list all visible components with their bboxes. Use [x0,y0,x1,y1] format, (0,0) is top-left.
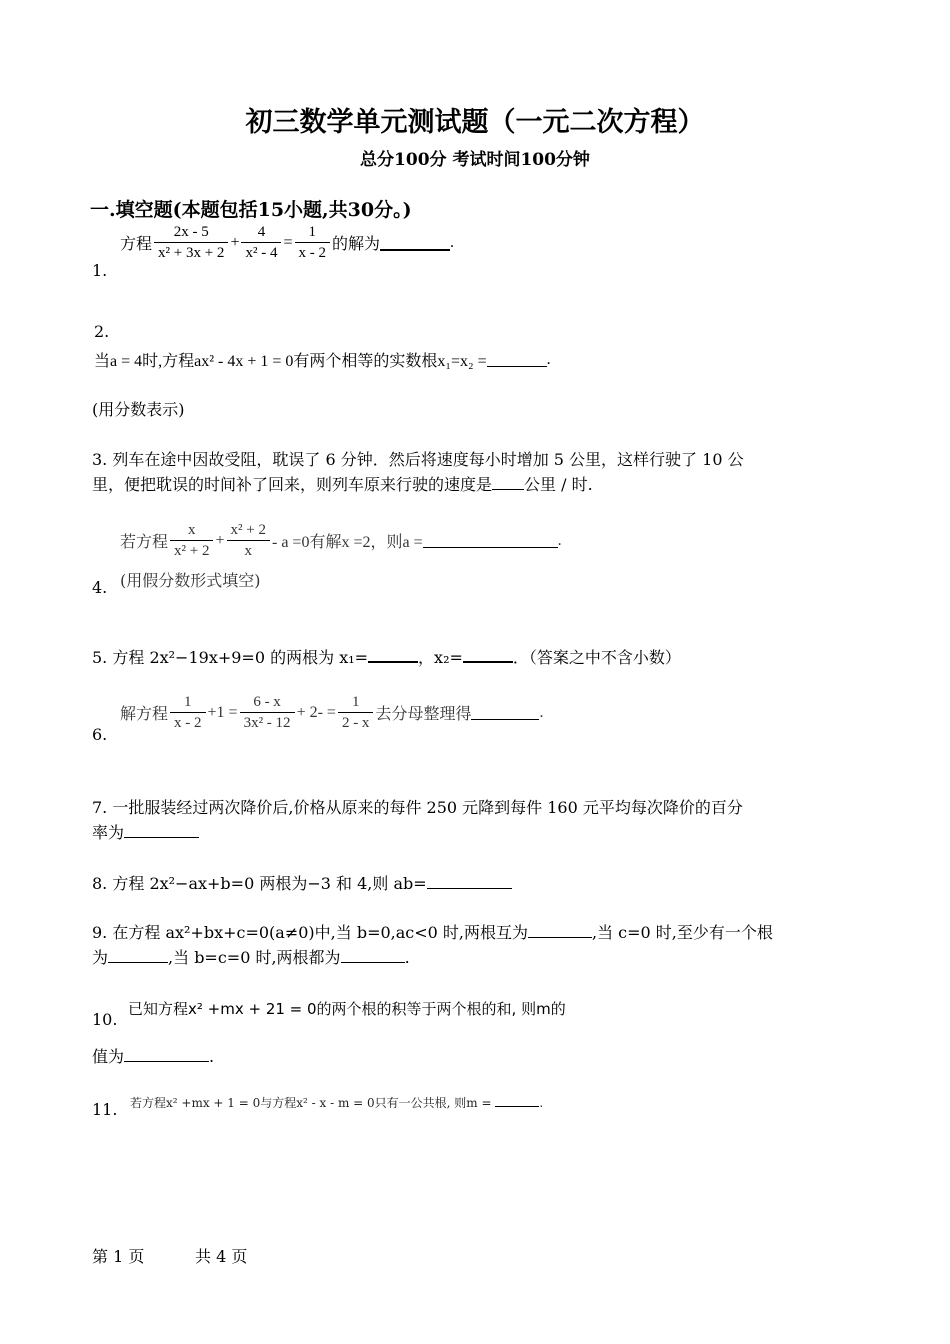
q9-line2-text-b: ,当 b=c=0 时,两根都为 [168,948,341,967]
q11-number: 11. [92,1100,118,1119]
q2-text: 当a = 4时,方程ax² - 4x + 1 = 0有两个相等的实数根x₁=x₂ = [94,353,487,370]
q4-prefix: 若方程 [120,532,169,551]
q11-text: 若方程x² +mx + 1 = 0与方程x² - x - m = 0只有一公共根, 则m = [130,1096,496,1110]
q1-f3-num: 1 [308,224,316,240]
q4-fraction-2 [227,520,270,561]
q6-f1-den: x - 2 [170,712,206,733]
q9-line2-text-a: 为 [92,948,109,967]
q5-blank-x2[interactable] [463,647,513,663]
q9-blank-3[interactable] [341,948,405,963]
q1-fraction-1 [154,222,228,263]
q5-blank-x1[interactable] [368,647,418,663]
q7-line2 [92,820,199,843]
q9-line2 [92,945,410,968]
q6-fraction-2 [240,692,295,733]
q6-answer-blank[interactable] [471,705,539,720]
q4-f1-den: x² + 2 [170,540,213,561]
q11-line: 若方程x² +mx + 1 = 0与方程x² - x - m = 0只有一公共根, 则m = . [130,1096,544,1110]
q9-blank-2[interactable] [108,948,168,963]
q9-line1-text-b: ,当 c=0 时,至少有一个根 [592,923,773,942]
q4-f1-num: x [188,522,196,538]
q4-answer-blank[interactable] [423,533,558,548]
q4-equation: 若方程 $\frac{x}{\text{x² + 2}}$ + $\frac{\text{x² + 2}}{x}$ - a =0有解x =2，则a = . [120,522,562,559]
q1-f1-num: 2x - 5 [173,224,209,240]
q5-mid: ，x₂= [418,648,463,667]
q10-line2: 值为 . [92,1047,215,1066]
q6-f3-den: 2 - x [338,712,374,733]
q6-prefix: 解方程 [120,704,169,723]
q1-number: 1. [92,261,108,280]
q1-answer-blank[interactable] [380,235,450,251]
q5-line [92,645,681,668]
q3-line2-text: 里，便把耽误的时间补了回来，则列车原来行驶的速度是 [92,475,493,494]
q2-answer-blank[interactable] [487,352,547,367]
q1-fraction-3 [295,222,331,263]
q8-text: 8. 方程 2x²−ax+b=0 两根为−3 和 4,则 ab= [92,874,427,893]
q6-suffix: 去分母整理得 [375,704,472,723]
q6-fraction-3 [338,692,374,733]
q6-f3-num: 1 [351,694,360,710]
q4-note: (用假分数形式填空) [120,571,261,590]
q8-answer-blank[interactable] [427,874,512,889]
q9-blank-1[interactable] [528,923,592,938]
q6-f1-num: 1 [184,694,192,710]
q2-note: (用分数表示) [92,400,185,419]
q9-line1 [92,920,773,943]
q4-fraction-1 [170,520,213,561]
q6-plus2: + 2- = [296,703,336,721]
q1-f2-den: x² - 4 [241,242,281,263]
q7-line2-text: 率为 [92,823,125,842]
page-title: 初三数学单元测试题（一元二次方程） [245,107,705,138]
q4-f2-num: x² + 2 [230,522,266,538]
footer-total-pages: 共 4 页 [195,1247,248,1266]
q1-f3-den: x - 2 [295,242,331,263]
q3-unit: 公里 / 时. [524,475,593,494]
q2-number: 2. [94,322,110,341]
q1-f1-den: x² + 3x + 2 [154,242,228,263]
q7-answer-blank[interactable] [124,823,199,838]
q1-fraction-2 [241,222,281,263]
q8-line [92,871,512,894]
q9-line2-text-c: . [404,948,410,967]
q6-plus1: +1 = [207,703,238,721]
q9-line1-text-a: 9. 在方程 ax²+bx+c=0(a≠0)中,当 b=0,ac<0 时,两根互为 [92,923,528,942]
page-subtitle: 总分100分 考试时间100分钟 [360,150,590,170]
q6-equation: 解方程 $\frac{1}{x - 2}$ +1 = $\frac{6 - x}{\text{3x² - 12}}$ + 2- = $\frac{1}{2 - x}$ 去分母整理得 . [120,694,544,731]
q6-fraction-1 [170,692,206,733]
q4-number: 4. [92,578,108,597]
q10-line2-text: 值为 [92,1047,125,1066]
q6-f2-den: 3x² - 12 [240,712,295,733]
q1-f2-num: 4 [257,224,266,240]
q1-suffix: 的解为 [332,234,381,253]
q7-line1: 7. 一批服装经过两次降价后,价格从原来的每件 250 元降到每件 160 元平均每次降价的百分 [92,798,743,817]
q4-f2-den: x [227,540,270,561]
q10-number: 10. [92,1010,118,1029]
q11-answer-blank[interactable] [495,1096,539,1107]
section-heading: 一.填空题(本题包括15小题,共30分。) [90,199,412,221]
q4-mid: - a =0有解x =2，则a = [271,534,423,551]
q6-f2-num: 6 - x [253,694,281,710]
q6-number: 6. [92,725,108,744]
footer-page-number: 第 1 页 [92,1247,145,1266]
q5-end: ．（答案之中不含小数） [512,648,681,667]
q1-prefix: 方程 [120,234,153,253]
q3-line2 [92,472,593,495]
q1-equation: 方程 $\frac{2x - 5}{\text{x² + 3x + 2}}$ + $\frac{4}{\text{x² - 4}}$ = $\frac{1}{x - 2}$ 的解为 . [120,224,455,261]
q10-answer-blank[interactable] [124,1047,209,1062]
q10-line1: 已知方程x² +mx + 21 = 0的两个根的积等于两个根的和, 则m的 [128,1000,566,1018]
q3-answer-blank[interactable] [492,475,524,490]
q2-equation: 当a = 4时,方程ax² - 4x + 1 = 0有两个相等的实数根x₁=x₂ = . [94,348,551,371]
q3-line1: 3. 列车在途中因故受阻，耽误了 6 分钟．然后将速度每小时增加 5 公里，这样行驶了 10 公 [92,450,744,469]
q5-text: 5. 方程 2x²−19x+9=0 的两根为 x₁= [92,648,369,667]
